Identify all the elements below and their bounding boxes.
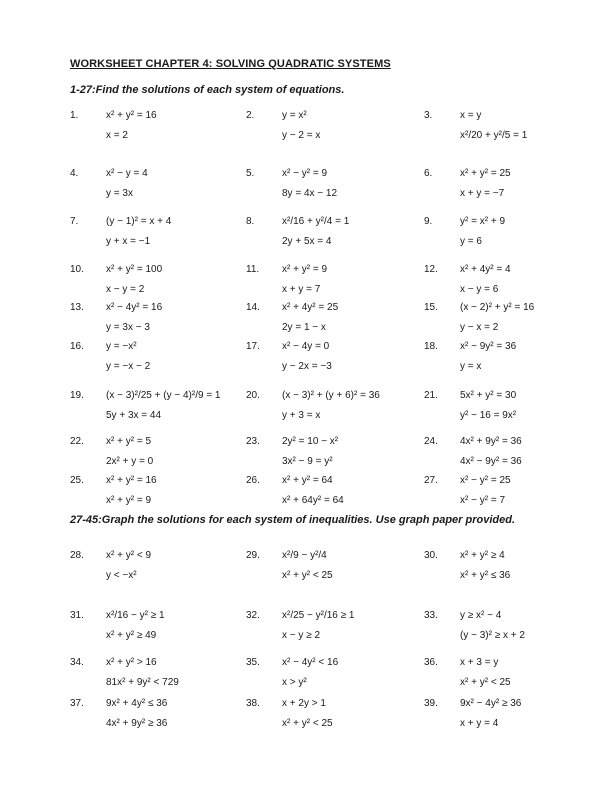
equation-2: y − x = 2 xyxy=(460,322,499,333)
equation-1: y = −x² xyxy=(106,341,137,352)
equation-1: x² + y² < 9 xyxy=(106,550,152,561)
problem-number: 31. xyxy=(70,610,84,621)
problem-number: 26. xyxy=(246,475,260,486)
equation-2: 81x² + 9y² < 729 xyxy=(106,677,179,688)
equation-2: x² + y² ≤ 36 xyxy=(460,570,511,581)
worksheet-title: WORKSHEET CHAPTER 4: SOLVING QUADRATIC SYSTEMS xyxy=(70,58,391,70)
equation-1: x² + 4y² = 4 xyxy=(460,264,511,275)
equation-1: 4x² + 9y² = 36 xyxy=(460,436,522,447)
problem-number: 32. xyxy=(246,610,260,621)
equation-1: y = x² xyxy=(282,110,307,121)
equation-2: x + y = −7 xyxy=(460,188,505,199)
equation-2: x + y = 4 xyxy=(460,718,499,729)
problem-number: 18. xyxy=(424,341,438,352)
equation-2: y + 3 = x xyxy=(282,410,321,421)
equation-1: x² − 4y = 0 xyxy=(282,341,330,352)
equation-1: x + 3 = y xyxy=(460,657,499,668)
equation-2: y + x = −1 xyxy=(106,236,151,247)
problem-number: 1. xyxy=(70,110,79,121)
equation-1: x² + y² = 9 xyxy=(282,264,328,275)
equation-1: x² − 4y² < 16 xyxy=(282,657,339,668)
equation-2: x > y² xyxy=(282,677,307,688)
equation-1: x²/9 − y²/4 xyxy=(282,550,327,561)
equation-2: x = 2 xyxy=(106,130,128,141)
problem-number: 19. xyxy=(70,390,84,401)
problem-number: 3. xyxy=(424,110,433,121)
equation-2: x² + y² < 25 xyxy=(282,570,333,581)
equation-1: x²/25 − y²/16 ≥ 1 xyxy=(282,610,355,621)
equation-1: x² − 4y² = 16 xyxy=(106,302,163,313)
equation-2: y = 3x − 3 xyxy=(106,322,150,333)
equation-1: x² + y² = 25 xyxy=(460,168,511,179)
equation-1: 5x² + y² = 30 xyxy=(460,390,517,401)
equation-1: x² − y² = 25 xyxy=(460,475,511,486)
equation-2: (y − 3)² ≥ x + 2 xyxy=(460,630,525,641)
equation-2: x² + y² = 9 xyxy=(106,495,152,506)
equation-2: 8y = 4x − 12 xyxy=(282,188,338,199)
equation-2: y − 2 = x xyxy=(282,130,321,141)
problem-number: 13. xyxy=(70,302,84,313)
equation-2: x − y = 6 xyxy=(460,284,499,295)
problem-number: 33. xyxy=(424,610,438,621)
equation-1: x² + y² = 100 xyxy=(106,264,163,275)
problem-number: 21. xyxy=(424,390,438,401)
equation-1: x² − y = 4 xyxy=(106,168,148,179)
equation-2: 2y + 5x = 4 xyxy=(282,236,332,247)
equation-1: x² + y² > 16 xyxy=(106,657,157,668)
equation-1: (y − 1)² = x + 4 xyxy=(106,216,172,227)
equation-2: y = 3x xyxy=(106,188,133,199)
problem-number: 36. xyxy=(424,657,438,668)
problem-number: 30. xyxy=(424,550,438,561)
problem-number: 24. xyxy=(424,436,438,447)
equation-2: x² + y² < 25 xyxy=(282,718,333,729)
equation-2: 5y + 3x = 44 xyxy=(106,410,162,421)
equation-1: (x − 3)²/25 + (y − 4)²/9 = 1 xyxy=(106,390,221,401)
equation-2: y = 6 xyxy=(460,236,482,247)
problem-number: 23. xyxy=(246,436,260,447)
equation-1: x² + y² = 16 xyxy=(106,475,157,486)
problem-number: 5. xyxy=(246,168,255,179)
equation-2: 2y = 1 − x xyxy=(282,322,326,333)
equation-1: x + 2y > 1 xyxy=(282,698,326,709)
equation-1: 9x² − 4y² ≥ 36 xyxy=(460,698,522,709)
problem-number: 11. xyxy=(246,264,260,275)
equation-2: x − y = 2 xyxy=(106,284,145,295)
equation-2: 3x² − 9 = y² xyxy=(282,456,333,467)
problem-number: 14. xyxy=(246,302,260,313)
equation-2: x² + y² ≥ 49 xyxy=(106,630,157,641)
equation-2: x² + 64y² = 64 xyxy=(282,495,344,506)
problem-number: 7. xyxy=(70,216,79,227)
equation-2: x²/20 + y²/5 = 1 xyxy=(460,130,528,141)
equation-2: y² − 16 = 9x² xyxy=(460,410,517,421)
equation-1: x² + 4y² = 25 xyxy=(282,302,339,313)
equation-2: y < −x² xyxy=(106,570,137,581)
section-1-instructions: 1-27:Find the solutions of each system of equations. xyxy=(70,84,345,96)
problem-number: 17. xyxy=(246,341,260,352)
problem-number: 6. xyxy=(424,168,433,179)
problem-number: 29. xyxy=(246,550,260,561)
problem-number: 8. xyxy=(246,216,255,227)
problem-number: 4. xyxy=(70,168,79,179)
equation-2: x² − y² = 7 xyxy=(460,495,506,506)
equation-1: x² + y² = 5 xyxy=(106,436,152,447)
problem-number: 22. xyxy=(70,436,84,447)
problem-number: 27. xyxy=(424,475,438,486)
problem-number: 28. xyxy=(70,550,84,561)
equation-1: x² − 9y² = 36 xyxy=(460,341,517,352)
problem-number: 10. xyxy=(70,264,84,275)
equation-1: x² − y² = 9 xyxy=(282,168,328,179)
problem-number: 2. xyxy=(246,110,255,121)
problem-number: 25. xyxy=(70,475,84,486)
equation-2: 4x² + 9y² ≥ 36 xyxy=(106,718,168,729)
problem-number: 35. xyxy=(246,657,260,668)
equation-1: y² = x² + 9 xyxy=(460,216,506,227)
equation-1: 2y² = 10 − x² xyxy=(282,436,339,447)
equation-2: y = x xyxy=(460,361,482,372)
problem-number: 9. xyxy=(424,216,433,227)
problem-number: 12. xyxy=(424,264,438,275)
equation-2: y = −x − 2 xyxy=(106,361,151,372)
equation-1: (x − 2)² + y² = 16 xyxy=(460,302,535,313)
equation-2: 4x² − 9y² = 36 xyxy=(460,456,522,467)
equation-2: x − y ≥ 2 xyxy=(282,630,321,641)
equation-1: x = y xyxy=(460,110,482,121)
equation-2: x + y = 7 xyxy=(282,284,321,295)
equation-1: y ≥ x² − 4 xyxy=(460,610,502,621)
problem-number: 20. xyxy=(246,390,260,401)
equation-2: y − 2x = −3 xyxy=(282,361,332,372)
equation-1: x² + y² ≥ 4 xyxy=(460,550,505,561)
equation-1: (x − 3)² + (y + 6)² = 36 xyxy=(282,390,380,401)
equation-1: x² + y² = 16 xyxy=(106,110,157,121)
problem-number: 37. xyxy=(70,698,84,709)
problem-number: 16. xyxy=(70,341,84,352)
equation-1: x² + y² = 64 xyxy=(282,475,333,486)
equation-1: x²/16 − y² ≥ 1 xyxy=(106,610,165,621)
equation-2: x² + y² < 25 xyxy=(460,677,511,688)
problem-number: 34. xyxy=(70,657,84,668)
equation-1: x²/16 + y²/4 = 1 xyxy=(282,216,350,227)
section-2-instructions: 27-45:Graph the solutions for each system of inequalities. Use graph paper provided. xyxy=(70,514,515,526)
equation-2: 2x² + y = 0 xyxy=(106,456,154,467)
problem-number: 39. xyxy=(424,698,438,709)
problem-number: 38. xyxy=(246,698,260,709)
equation-1: 9x² + 4y² ≤ 36 xyxy=(106,698,168,709)
problem-number: 15. xyxy=(424,302,438,313)
